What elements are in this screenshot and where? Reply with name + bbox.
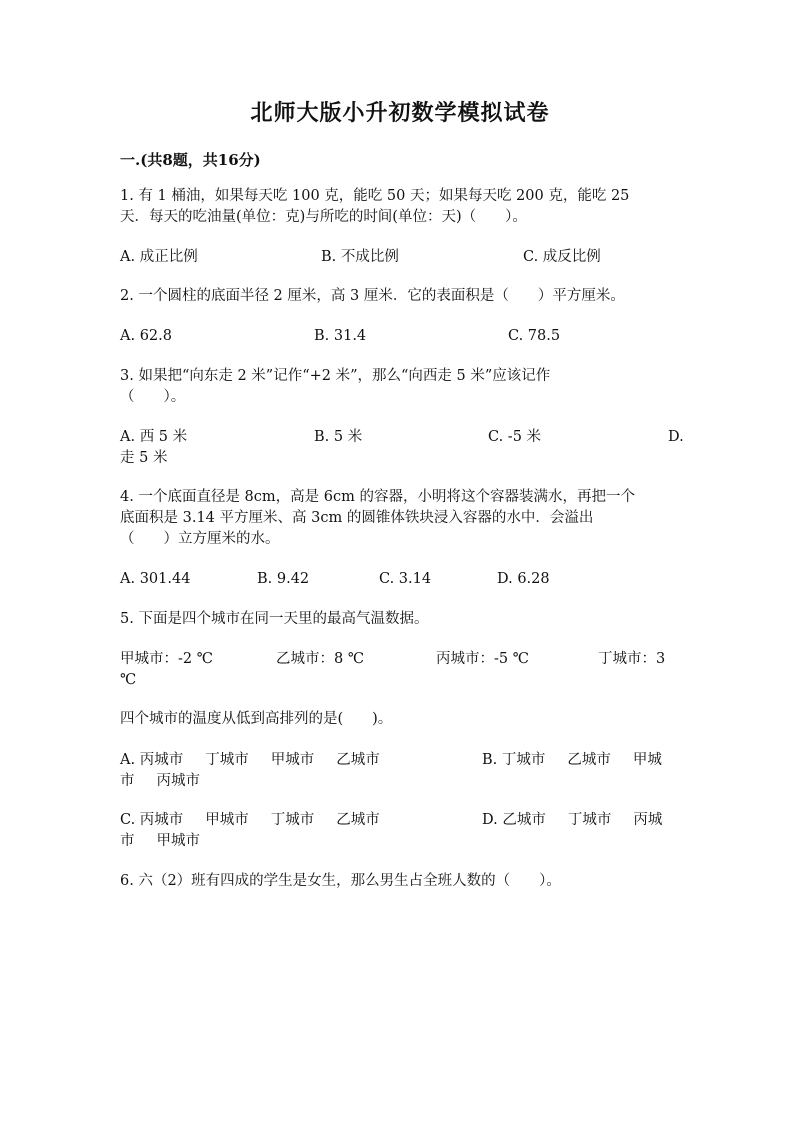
option-b-label: B. 丁城市 [482, 752, 546, 768]
question-3-line-2: （ ）。 [120, 389, 186, 405]
temp-city-bing: 丙城市：-5 ℃ [436, 651, 529, 667]
option-c[interactable]: C. 成反比例 [523, 249, 601, 265]
option-a[interactable]: A. 成正比例 [120, 249, 198, 265]
option-c[interactable]: C. 78.5 [508, 328, 561, 344]
option-d[interactable]: D. [668, 429, 684, 445]
option-c-item: 丁城市 [270, 812, 315, 828]
question-6-stem: 6. 六（2）班有四成的学生是女生，那么男生占全班人数的（ ）。 [120, 873, 561, 889]
option-c[interactable] [120, 810, 380, 831]
option-d-label: D. 乙城市 [482, 812, 546, 828]
option-d[interactable]: D. 6.28 [497, 571, 550, 587]
option-b-item: 甲城 [632, 752, 662, 768]
option-c-label: C. 丙城市 [120, 812, 184, 828]
option-b[interactable] [482, 750, 662, 771]
option-b-item: 乙城市 [567, 752, 611, 768]
option-a[interactable]: A. 301.44 [120, 571, 191, 587]
question-5-temperatures [120, 649, 685, 691]
option-b[interactable]: B. 5 米 [314, 429, 363, 445]
option-c[interactable]: C. -5 米 [488, 429, 542, 445]
option-a[interactable]: A. 西 5 米 [120, 429, 188, 445]
option-c-item: 乙城市 [336, 812, 380, 828]
question-1-stem [120, 186, 680, 228]
option-a-item: 甲城市 [270, 752, 315, 768]
question-3-options [120, 427, 685, 469]
option-b[interactable]: B. 不成比例 [321, 249, 399, 265]
option-d-item: 市 [120, 833, 135, 849]
temp-city-jia: 甲城市：-2 ℃ [120, 651, 213, 667]
question-5-options-cd [120, 810, 685, 852]
option-d-item: 甲城市 [156, 833, 200, 849]
section-header: 一.(共8题，共16分) [120, 151, 261, 169]
question-4-line-1: 4. 一个底面直径是 8cm，高是 6cm 的容器，小明将这个容器装满水，再把一个 [120, 489, 635, 505]
option-a[interactable]: A. 62.8 [120, 328, 172, 344]
temp-city-yi: 乙城市：8 ℃ [276, 651, 365, 667]
option-d-item: 丁城市 [567, 812, 612, 828]
question-4-line-2: 底面积是 3.14 平方厘米、高 3cm 的圆锥体铁块浸入容器的水中．会溢出 [120, 510, 594, 526]
question-5-options-ab [120, 750, 685, 792]
option-d[interactable] [482, 810, 662, 831]
page-title: 北师大版小升初数学模拟试卷 [250, 100, 550, 126]
option-a-item: 乙城市 [336, 752, 380, 768]
question-4-stem [120, 487, 680, 550]
option-a-item: 丁城市 [205, 752, 249, 768]
option-d-item: 丙城 [633, 812, 663, 828]
question-3-stem [120, 366, 680, 408]
question-4-line-3: （ ）立方厘米的水。 [120, 531, 280, 547]
option-a[interactable] [120, 750, 380, 771]
question-2-stem: 2. 一个圆柱的底面半径 2 厘米，高 3 厘米．它的表面积是（ ）平方厘米。 [120, 288, 625, 304]
question-3-line-1: 3. 如果把“向东走 2 米”记作“+2 米”，那么“向西走 5 米”应该记作 [120, 368, 551, 384]
option-b-wrap[interactable] [120, 771, 200, 792]
option-b-item: 市 [120, 773, 135, 789]
option-a-label: A. 丙城市 [120, 752, 184, 768]
option-b[interactable]: B. 9.42 [257, 571, 310, 587]
question-1-line-1: 1. 有 1 桶油，如果每天吃 100 克，能吃 50 天；如果每天吃 200 克，能吃 25 [120, 188, 630, 204]
option-b-item: 丙城市 [156, 773, 200, 789]
option-b[interactable]: B. 31.4 [314, 328, 367, 344]
option-d-wrap[interactable]: 走 5 米 [120, 450, 168, 466]
question-5-stem: 5. 下面是四个城市在同一天里的最高气温数据。 [120, 611, 429, 627]
option-c[interactable]: C. 3.14 [379, 571, 432, 587]
question-1-line-2: 天．每天的吃油量(单位：克)与所吃的时间(单位：天)（ ）。 [120, 209, 527, 225]
temp-city-ding-unit: ℃ [120, 672, 137, 688]
question-5-ask: 四个城市的温度从低到高排列的是( )。 [120, 711, 393, 727]
option-d-wrap[interactable] [120, 831, 200, 852]
temp-city-ding: 丁城市：3 [598, 651, 666, 667]
option-c-item: 甲城市 [205, 812, 249, 828]
